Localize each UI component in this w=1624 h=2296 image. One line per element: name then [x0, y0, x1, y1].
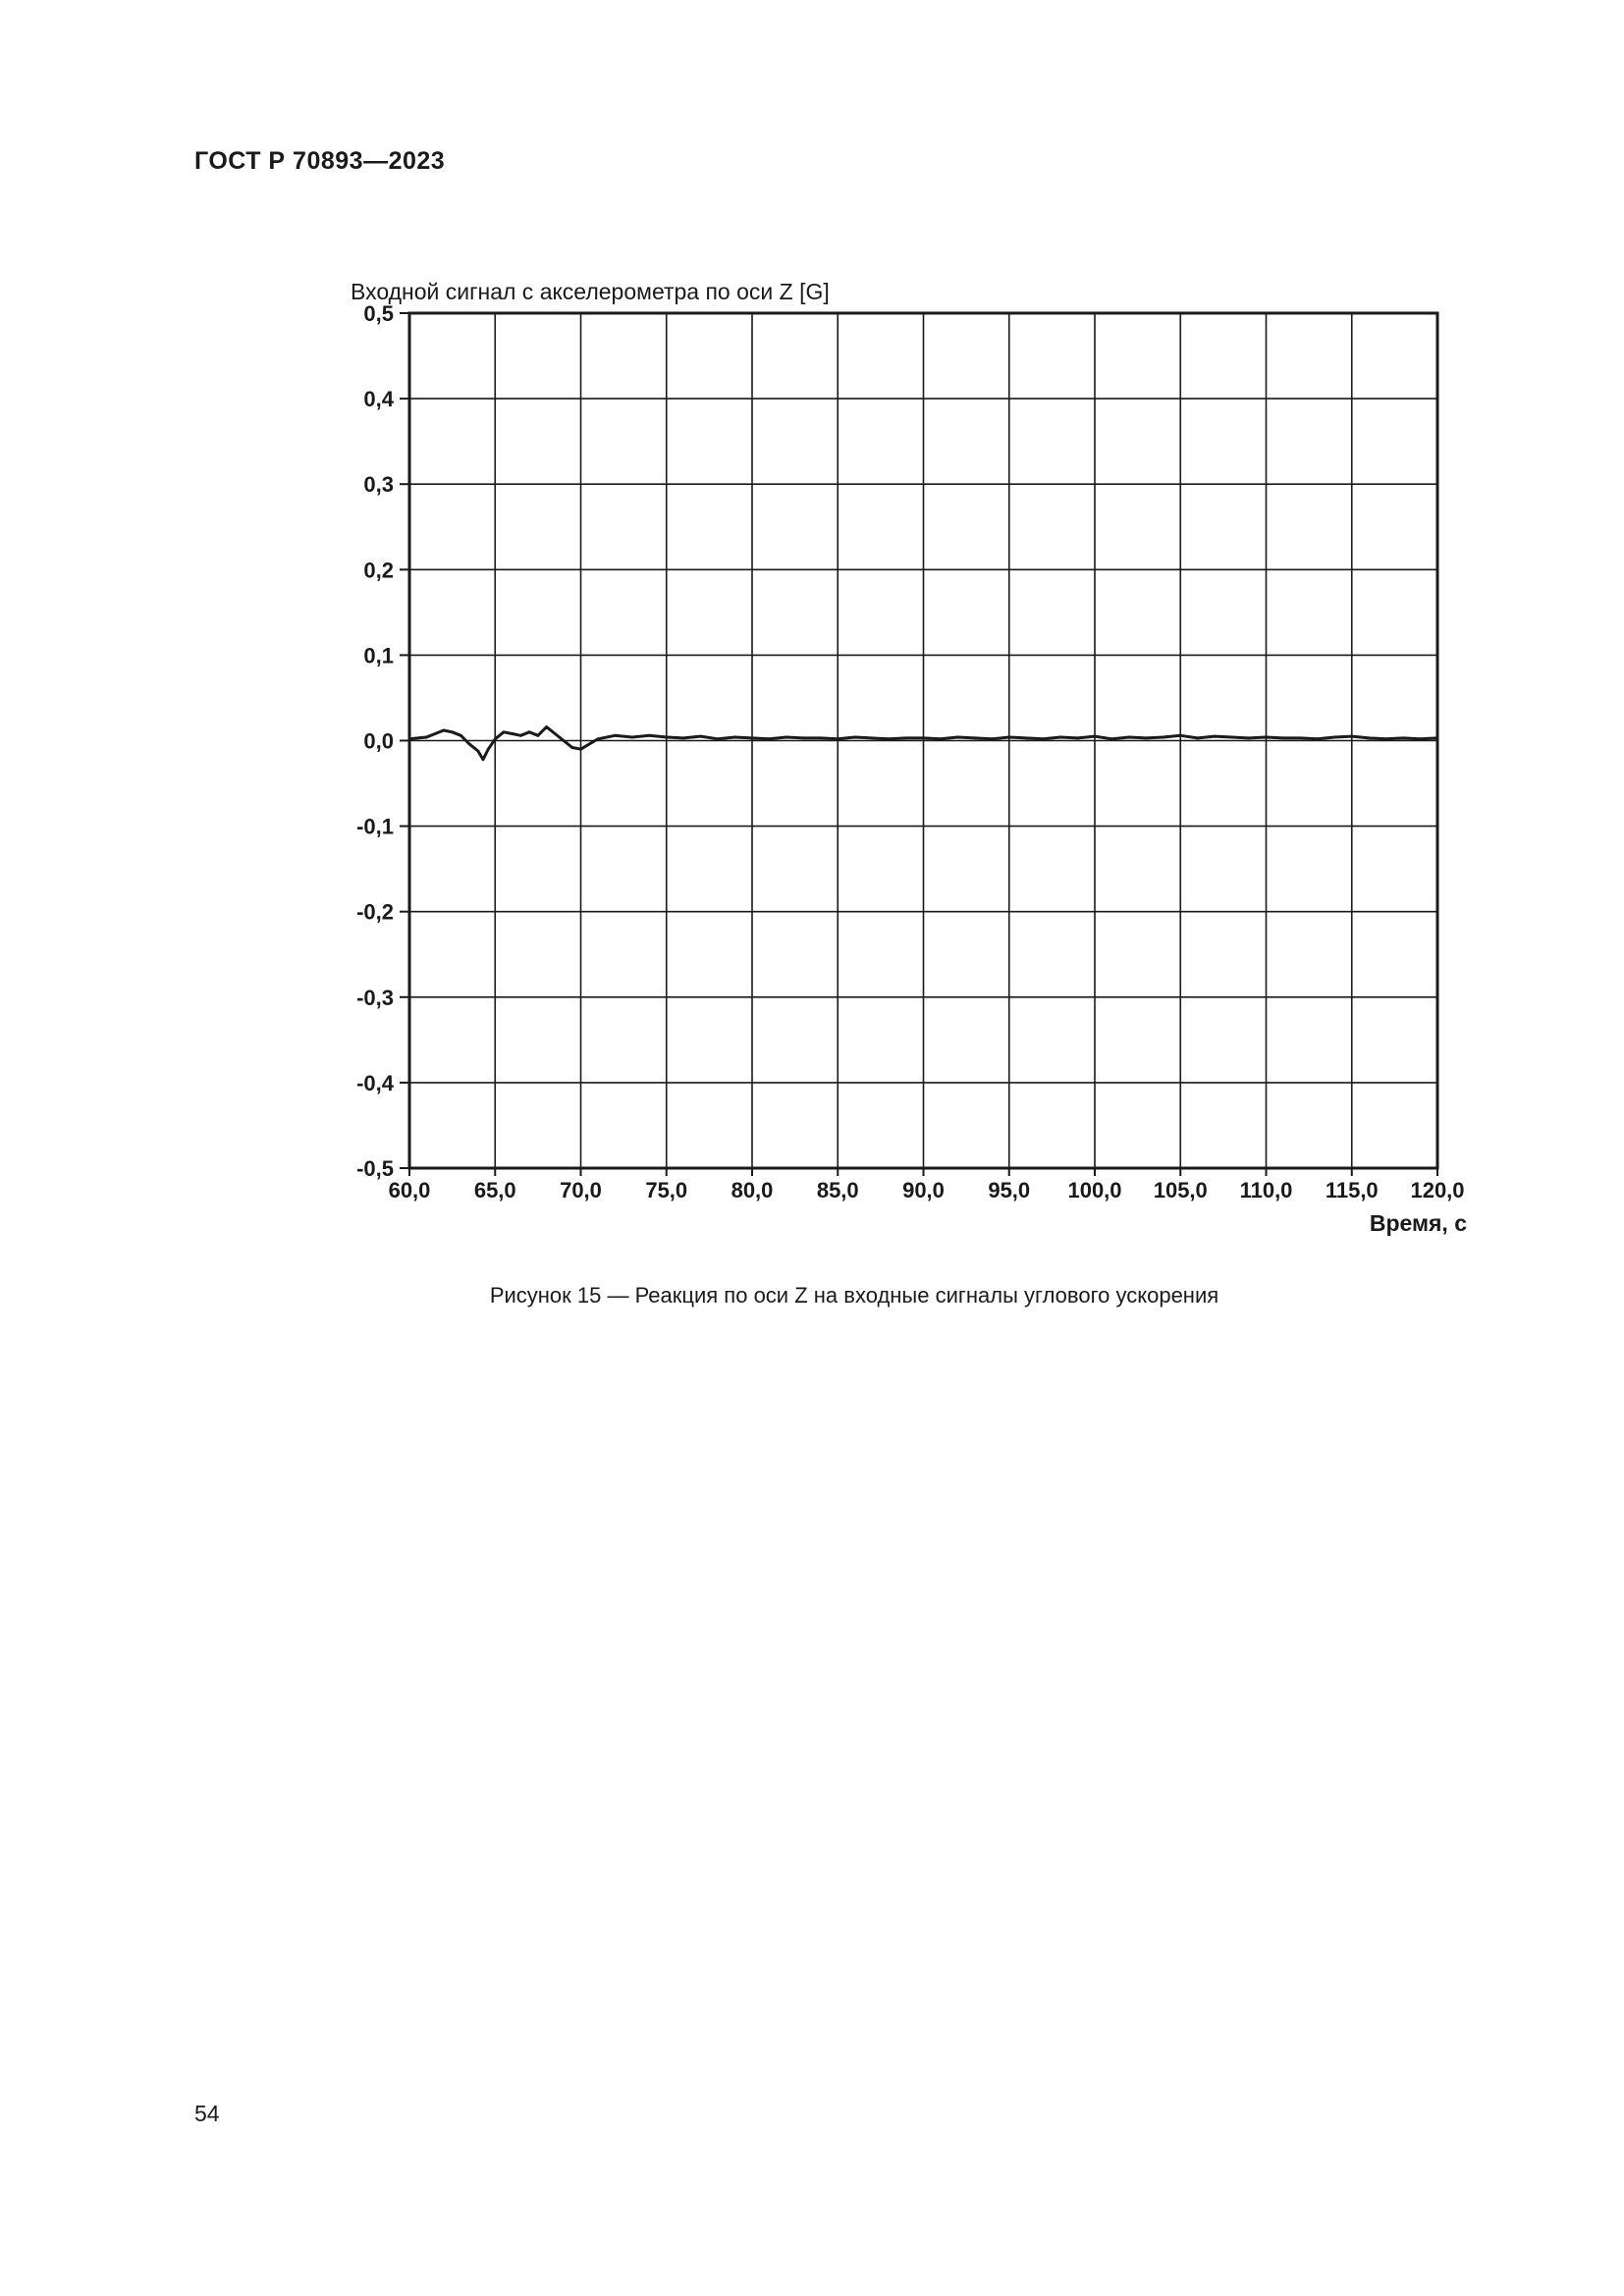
- data-point: [1402, 737, 1405, 740]
- y-tick-label: 0,3: [363, 472, 394, 498]
- data-point: [1299, 737, 1302, 740]
- data-point: [1025, 737, 1028, 740]
- x-tick-label: 115,0: [1325, 1178, 1379, 1202]
- y-tick-label: -0,4: [356, 1070, 394, 1095]
- x-tick-label: 60,0: [388, 1178, 431, 1202]
- figure-caption: Рисунок 15 — Реакция по оси Z на входные сигналы углового ускорения: [489, 1283, 1219, 1308]
- data-point: [1128, 736, 1131, 739]
- y-tick-label: 0,2: [363, 558, 394, 583]
- data-point: [511, 732, 514, 735]
- data-point: [588, 743, 591, 746]
- data-point: [451, 730, 454, 733]
- data-point: [853, 736, 856, 739]
- x-tick-label: 95,0: [988, 1178, 1031, 1202]
- x-tick-label: 100,0: [1067, 1178, 1122, 1202]
- data-point: [905, 737, 908, 740]
- data-point: [956, 736, 959, 739]
- data-point: [733, 736, 736, 739]
- data-point: [1076, 737, 1079, 740]
- data-point: [819, 737, 822, 740]
- x-tick-label: 75,0: [645, 1178, 688, 1202]
- y-tick-label: 0,5: [363, 301, 394, 326]
- data-point: [494, 737, 497, 740]
- data-point: [503, 730, 506, 733]
- data-point: [682, 737, 685, 740]
- data-point: [1094, 735, 1097, 738]
- data-point: [1007, 736, 1010, 739]
- y-tick-label: 0,0: [363, 728, 394, 754]
- data-point: [1196, 737, 1199, 740]
- document-header: ГОСТ Р 70893—2023: [194, 147, 446, 175]
- data-point: [1316, 737, 1319, 740]
- data-point: [1179, 734, 1182, 737]
- data-point: [460, 734, 462, 737]
- data-point: [1042, 737, 1045, 740]
- data-point: [443, 729, 446, 732]
- data-point: [768, 737, 771, 740]
- data-point: [1282, 737, 1285, 740]
- data-point: [699, 735, 702, 738]
- data-point: [563, 739, 566, 742]
- data-point: [631, 736, 634, 739]
- data-point: [554, 732, 557, 735]
- y-tick-label: -0,3: [356, 985, 394, 1010]
- page-number: 54: [194, 2101, 220, 2126]
- data-point: [482, 758, 485, 761]
- x-tick-label: 80,0: [731, 1178, 774, 1202]
- x-tick-label: 105,0: [1153, 1178, 1208, 1202]
- data-point: [519, 734, 522, 737]
- data-point: [468, 743, 471, 746]
- data-point: [837, 737, 839, 740]
- data-point: [940, 737, 943, 740]
- data-point: [425, 736, 428, 739]
- x-tick-label: 90,0: [902, 1178, 945, 1202]
- y-axis: [356, 301, 409, 1181]
- data-point: [1333, 736, 1336, 739]
- data-point: [1110, 737, 1113, 740]
- data-point: [888, 737, 891, 740]
- data-point: [717, 737, 720, 740]
- data-point: [476, 750, 479, 753]
- data-point: [570, 746, 573, 749]
- data-point: [1350, 735, 1353, 738]
- data-point: [974, 737, 977, 740]
- data-point: [1059, 736, 1062, 739]
- data-point: [922, 737, 925, 740]
- data-point: [751, 737, 754, 740]
- data-point: [871, 737, 874, 740]
- y-tick-label: -0,1: [356, 814, 394, 839]
- data-point: [579, 748, 582, 751]
- y-tick-label: 0,1: [363, 643, 394, 668]
- x-tick-label: 120,0: [1410, 1178, 1465, 1202]
- data-point: [991, 737, 994, 740]
- data-point: [528, 730, 531, 733]
- data-point: [614, 734, 617, 737]
- data-point: [1248, 737, 1251, 740]
- x-tick-label: 85,0: [816, 1178, 859, 1202]
- data-point: [1265, 736, 1268, 739]
- data-point: [1419, 737, 1422, 740]
- y-tick-label: -0,5: [356, 1156, 394, 1181]
- chart-title: Входной сигнал с акселерометра по оси Z [G]: [351, 279, 830, 304]
- data-point: [802, 737, 805, 740]
- x-axis: [389, 1168, 1465, 1202]
- data-point: [665, 736, 668, 739]
- data-point: [1162, 736, 1164, 739]
- data-point: [1214, 735, 1217, 738]
- x-tick-label: 70,0: [560, 1178, 602, 1202]
- data-point: [1384, 737, 1387, 740]
- data-point: [537, 734, 540, 737]
- y-tick-label: -0,2: [356, 899, 394, 925]
- data-point: [1368, 737, 1371, 740]
- x-axis-label: Время, с: [1369, 1210, 1467, 1236]
- data-point: [487, 748, 490, 751]
- data-point: [597, 737, 600, 740]
- x-tick-label: 110,0: [1239, 1178, 1293, 1202]
- data-point: [785, 736, 788, 739]
- data-point: [1145, 737, 1148, 740]
- data-point: [648, 734, 651, 737]
- x-tick-label: 65,0: [473, 1178, 516, 1202]
- y-tick-label: 0,4: [363, 387, 394, 412]
- data-point: [545, 725, 548, 728]
- data-point: [1230, 736, 1233, 739]
